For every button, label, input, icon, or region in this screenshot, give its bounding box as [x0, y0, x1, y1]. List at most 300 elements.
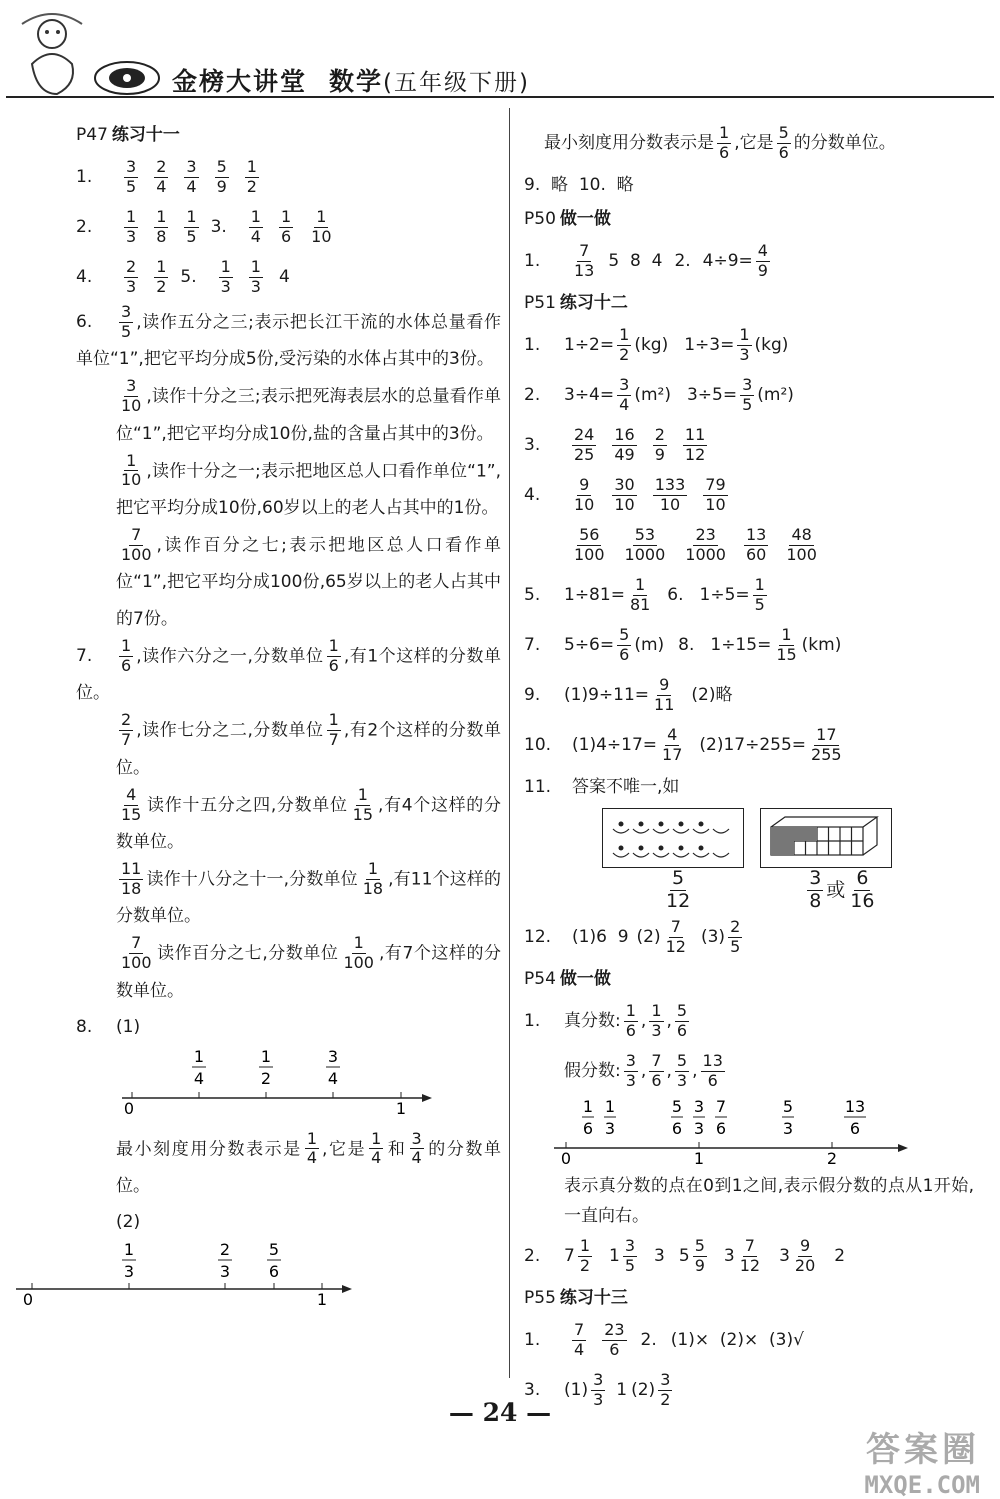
fraction [753, 574, 767, 614]
numerator: 4 [757, 240, 768, 260]
numerator: 1 [781, 624, 792, 644]
fraction [119, 712, 133, 749]
denominator: 9 [757, 260, 768, 280]
numerator: 23 [695, 524, 716, 544]
denominator: 100 [121, 544, 152, 564]
numerator: 1 [367, 859, 379, 879]
page-header [0, 0, 1000, 108]
denominator: 6 [280, 226, 292, 246]
fraction [703, 474, 727, 514]
fraction-part: 7 [715, 1097, 727, 1116]
fraction [617, 374, 631, 414]
fraction [737, 324, 751, 364]
watermark-url: MXQE.COM [864, 1471, 980, 1499]
fraction [683, 424, 707, 464]
denominator: 17 [662, 744, 683, 764]
fraction [119, 450, 143, 490]
denominator: 18 [362, 878, 384, 898]
mark-den: 6 [268, 1261, 280, 1281]
mark-den: 2 [260, 1068, 272, 1088]
numerator: 7 [744, 1235, 755, 1255]
mark-den: 3 [123, 1261, 135, 1281]
fraction [756, 240, 770, 280]
fraction-part: 5 [671, 1097, 683, 1116]
denominator: 10 [614, 494, 635, 514]
tick-label-1: 1 [693, 1149, 705, 1166]
numerator: 5 [619, 624, 630, 644]
numerator: 2 [126, 256, 137, 276]
answer-row: 最小刻度用分数表示是 $\frac{1}{6}$ ,它是 $\frac{5}{6}$ 的分数单位。 [544, 122, 896, 162]
section-heading: P50 做一做 [524, 209, 611, 229]
numerator: 2 [654, 424, 665, 444]
numerator: 2 [121, 710, 132, 730]
fraction [572, 524, 607, 564]
number-line-3 [524, 1096, 974, 1166]
denominator: 3 [126, 276, 137, 296]
fraction [249, 256, 263, 296]
fraction-part [578, 1235, 592, 1275]
denominator: 5 [121, 321, 132, 341]
denominator: 10 [705, 494, 726, 514]
fraction [361, 861, 385, 898]
numerator: 1 [579, 1235, 591, 1255]
denominator: 4 [306, 1148, 317, 1168]
denominator: 12 [666, 889, 691, 912]
fraction [410, 1128, 424, 1168]
tick-label-1: 1 [316, 1289, 328, 1309]
numerator: 13 [745, 524, 767, 544]
numerator: 7 [131, 524, 142, 544]
denominator: 3 [676, 1070, 688, 1090]
denominator: 6 [707, 1070, 718, 1090]
mark-num: 5 [268, 1239, 280, 1259]
denominator: 5 [126, 176, 137, 196]
denominator: 3 [126, 226, 137, 246]
mixed-number: 1 $\frac{3}{5}$ [609, 1235, 636, 1275]
numerator: 5 [778, 122, 789, 142]
denominator: 15 [776, 644, 797, 664]
fraction [602, 1319, 626, 1359]
numerator: 4 [667, 724, 678, 744]
answer-row: 7. 5÷6= $\frac{5}{6}$ (m) 8. 1÷15= $\frac{1}{15}$ (km) [524, 624, 842, 664]
numerator: 3 [411, 1128, 422, 1148]
answer-row: 1. $\frac{7}{4}$ $\frac{23}{6}$ 2. (1)× (2)× (3)√ [524, 1319, 804, 1359]
header-title [172, 62, 530, 98]
numerator: 1 [280, 206, 292, 226]
fraction [649, 1050, 663, 1090]
denominator: 4 [186, 176, 197, 196]
fraction [119, 935, 154, 972]
fraction [572, 474, 596, 514]
fraction [119, 638, 133, 675]
denominator: 2 [619, 344, 630, 364]
fraction [219, 256, 233, 296]
numerator: 1 [635, 574, 646, 594]
fraction-part [693, 1235, 707, 1275]
illustration-boxes [602, 808, 974, 868]
denominator: 4 [156, 176, 167, 196]
denominator: 6 [609, 1339, 620, 1359]
fraction [664, 916, 688, 956]
answer-row: 12. (1)6 9 (2) $\frac{7}{12}$ (3) $\frac{2}{5}$ [524, 916, 741, 956]
numerator: 3 [809, 866, 822, 889]
numerator: 2 [730, 916, 741, 936]
denominator: 10 [574, 494, 595, 514]
fraction [728, 916, 742, 956]
numerator: 3 [742, 374, 753, 394]
numerator: 13 [702, 1050, 723, 1070]
fraction-part: 6 [715, 1119, 727, 1138]
denominator: 13 [574, 260, 595, 280]
denominator: 4 [371, 1148, 382, 1168]
denominator: 12 [684, 444, 706, 464]
numerator: 1 [121, 636, 132, 656]
mixed-number: 7 $\frac{1}{2}$ [564, 1235, 591, 1275]
numerator: 23 [604, 1319, 625, 1339]
numerator: 1 [306, 1128, 317, 1148]
numerator: 5 [216, 156, 227, 176]
numerator: 3 [619, 374, 630, 394]
fraction [807, 866, 823, 912]
denominator: 255 [811, 744, 842, 764]
denominator: 12 [665, 936, 686, 956]
fraction [572, 424, 596, 464]
denominator: 9 [654, 444, 665, 464]
fraction-part: 6 [671, 1119, 683, 1138]
denominator: 6 [625, 1020, 636, 1040]
fraction [675, 1050, 689, 1090]
denominator: 8 [156, 226, 167, 246]
tick-label-2: 2 [826, 1149, 838, 1166]
denominator: 6 [651, 1070, 662, 1090]
mixed-number: 3 $\frac{9}{20}$ [779, 1235, 816, 1275]
fraction [327, 638, 341, 675]
mark-num: 1 [123, 1239, 135, 1259]
fraction [653, 474, 688, 514]
fraction [744, 524, 768, 564]
fraction [309, 206, 333, 246]
numerator: 17 [816, 724, 837, 744]
numerator: 3 [660, 1369, 671, 1389]
numerator: 1 [316, 206, 327, 226]
denominator: 10 [121, 396, 142, 416]
numerator: 7 [574, 1319, 585, 1339]
denominator: 12 [739, 1255, 761, 1275]
denominator: 1000 [624, 544, 666, 564]
fraction [777, 122, 791, 162]
answer-paragraph: $\frac{4}{15}$ 读作十五分之四,分数单位 $\frac{1}{15}$ ,有4个这样的分数单位。 [116, 784, 501, 853]
fraction [848, 866, 876, 912]
fraction-part [793, 1235, 817, 1275]
numerator: 133 [654, 474, 686, 494]
mark-den: 4 [193, 1068, 205, 1088]
answer-paragraph: $\frac{7}{100}$ ,读作百分之七;表示把地区总人口看作单位“1”,把它平均分成100份,65岁以上的老人占其中的7份。 [116, 524, 501, 630]
denominator: 2 [156, 276, 167, 296]
numerator: 56 [579, 524, 600, 544]
denominator: 15 [121, 804, 142, 824]
numerator: 9 [799, 1235, 811, 1255]
fraction-part: 1 [582, 1097, 594, 1116]
numerator: 3 [186, 156, 197, 176]
denominator: 100 [786, 544, 817, 564]
numerator: 3 [121, 302, 132, 321]
denominator: 5 [624, 1255, 636, 1275]
mixed-number: 3 [654, 1246, 665, 1266]
fraction [124, 156, 138, 196]
column-divider [509, 108, 510, 1378]
answer-row: 3. (1) $\frac{3}{3}$ 1 (2) $\frac{3}{2}$ [524, 1369, 671, 1409]
numerator: 11 [684, 424, 706, 444]
fraction [245, 156, 259, 196]
answer-row: (2) [116, 1211, 141, 1232]
answer-row: 11. 答案不唯一,如 [524, 777, 680, 797]
numerator: 1 [156, 256, 167, 276]
fraction [774, 624, 798, 664]
answer-row: 1. $\frac{7}{13}$ 5 8 4 2. 4÷9= $\frac{4}{9}$ [524, 240, 768, 280]
figure-captions: $\frac{5}{12}$ $\frac{3}{8}$ 或 $\frac{6}{16}$ [666, 866, 875, 912]
denominator: 8 [809, 889, 822, 912]
fraction [683, 524, 728, 564]
numerator: 1 [246, 156, 257, 176]
fraction [664, 866, 692, 912]
watermark [864, 1422, 980, 1499]
fraction-part: 1 [604, 1097, 616, 1116]
numerator: 5 [694, 1235, 705, 1255]
answer-row: 4. $\frac{2}{3}$ $\frac{1}{2}$ 5. $\frac{1}{3}$ $\frac{1}{3}$ 4 [76, 256, 290, 296]
tick-label-0: 0 [560, 1149, 572, 1166]
answer-paragraph: 6. $\frac{3}{5}$ ,读作五分之三;表示把长江干流的水体总量看作单位“1”,把它平均分成5份,受污染的水体占其中的3份。 [76, 302, 501, 370]
mark-num: 1 [260, 1046, 272, 1066]
denominator: 10 [311, 226, 332, 246]
fraction [124, 206, 138, 246]
numerator: 5 [676, 1000, 688, 1020]
answer-row: 假分数: $\frac{3}{3}$ , $\frac{7}{6}$ , $\frac{5}{3}$ , $\frac{13}{6}$ [564, 1050, 723, 1090]
numerator: 1 [353, 933, 364, 953]
numerator: 1 [619, 324, 630, 344]
fraction-part: 3 [604, 1119, 616, 1138]
numerator: 1 [371, 1128, 382, 1148]
watermark-logo: 答案圈 [866, 1430, 980, 1470]
series-title: 金榜大讲堂 [172, 67, 308, 96]
denominator: 3 [220, 276, 231, 296]
answer-row: 9. (1)9÷11= $\frac{9}{11}$ (2)略 [524, 674, 733, 714]
mark-num: 3 [327, 1046, 339, 1066]
denominator: 20 [794, 1255, 816, 1275]
denominator: 3 [593, 1389, 604, 1409]
denominator: 100 [343, 953, 374, 973]
numerator: 1 [220, 256, 231, 276]
denominator: 81 [629, 594, 651, 614]
denominator: 1000 [685, 544, 726, 564]
fraction [119, 304, 133, 341]
fraction [660, 724, 684, 764]
numerator: 9 [579, 474, 590, 494]
fraction [652, 674, 676, 714]
numerator: 48 [791, 524, 812, 544]
numerator: 5 [672, 866, 685, 889]
fraction [809, 724, 844, 764]
denominator: 15 [352, 804, 373, 824]
numerator: 1 [328, 636, 339, 656]
answer-row: 10. (1)4÷17= $\frac{4}{17}$ (2)17÷255= $\frac{17}{255}$ [524, 724, 842, 764]
answer-row: 2. 7 $\frac{1}{2}$ 1 $\frac{3}{5}$ 3 5 $\frac{5}{9}$ 3 $\frac{7}{12}$ 3 $\frac{9}{20}$ 2 [524, 1235, 846, 1275]
mark-den: 3 [219, 1261, 231, 1281]
fraction [124, 256, 138, 296]
answer-paragraph: $\frac{2}{7}$ ,读作七分之二,分数单位 $\frac{1}{7}$ ,有2个这样的分数单位。 [116, 710, 501, 778]
denominator: 6 [719, 142, 730, 162]
denominator: 4 [250, 226, 261, 246]
answer-row: 1. 1÷2= $\frac{1}{2}$ (kg) 1÷3= $\frac{1}{3}$ (kg) [524, 324, 789, 364]
fraction-part [738, 1235, 762, 1275]
fraction [572, 1319, 586, 1359]
denominator: 5 [754, 594, 765, 614]
fraction-part: 13 [844, 1097, 866, 1116]
right-column [524, 118, 974, 1415]
fraction [119, 378, 143, 415]
mixed-number: 3 $\frac{7}{12}$ [723, 1235, 761, 1275]
answer-paragraph: $\frac{11}{18}$ 读作十八分之十一,分数单位 $\frac{1}{18}$ ,有11个这样的分数单位。 [116, 859, 501, 927]
denominator: 11 [654, 694, 675, 714]
numerator: 79 [705, 474, 726, 494]
fraction [249, 206, 263, 246]
denominator: 2 [579, 1255, 591, 1275]
numerator: 1 [651, 1000, 662, 1020]
fraction [327, 712, 341, 749]
fraction [215, 156, 229, 196]
mascot-logo-icon [12, 4, 102, 104]
denominator: 2 [660, 1389, 671, 1409]
fraction-part: 3 [693, 1097, 705, 1116]
fraction [617, 324, 631, 364]
fraction [617, 624, 631, 664]
fraction [184, 156, 198, 196]
answer-paragraph: 7. $\frac{1}{6}$ ,读作六分之一,分数单位 $\frac{1}{6}$ ,有1个这样的分数单位。 [76, 636, 501, 704]
number-line-1 [76, 1044, 501, 1116]
denominator: 60 [745, 544, 767, 564]
numerator: 3 [624, 1235, 636, 1255]
section-heading: P51 练习十二 [524, 293, 628, 313]
fraction [154, 156, 168, 196]
denominator: 10 [659, 494, 681, 514]
numerator: 3 [126, 156, 137, 176]
answer-paragraph: 表示真分数的点在0到1之间,表示假分数的点从1开始,一直向右。 [564, 1176, 974, 1226]
numerator: 53 [634, 524, 656, 544]
number-line-2 [8, 1239, 433, 1309]
fraction [154, 206, 168, 246]
denominator: 6 [328, 655, 339, 675]
numerator: 3 [593, 1369, 604, 1389]
denominator: 49 [614, 444, 635, 464]
numerator: 30 [614, 474, 635, 494]
numerator: 1 [250, 206, 261, 226]
mark-num: 2 [219, 1239, 231, 1259]
answer-row: 2. $\frac{1}{3}$ $\frac{1}{8}$ $\frac{1}{5}$ 3. $\frac{1}{4}$ $\frac{1}{6}$ $\frac{1}{10}$ [76, 206, 332, 246]
denominator: 6 [778, 142, 789, 162]
fraction [119, 784, 143, 824]
fraction [305, 1128, 319, 1168]
numerator: 16 [614, 424, 635, 444]
fraction [623, 524, 668, 564]
numerator: 1 [156, 206, 167, 226]
numerator: 7 [131, 933, 142, 953]
page-number: — 24 — [448, 1398, 552, 1427]
answer-row: 4. $\frac{9}{10}$ $\frac{30}{10}$ $\frac{133}{10}$ $\frac{79}{10}$ [524, 474, 726, 514]
tick-label-0: 0 [22, 1289, 34, 1309]
numerator: 1 [186, 206, 197, 226]
section-heading: P55 练习十三 [524, 1288, 628, 1308]
answer-row: 1. $\frac{3}{5}$ $\frac{2}{4}$ $\frac{3}{4}$ $\frac{5}{9}$ $\frac{1}{2}$ [76, 156, 257, 196]
fraction-part: 6 [582, 1119, 594, 1138]
answer-paragraph: $\frac{1}{10}$ ,读作十分之一;表示把地区总人口看作单位“1”,把它平均分成10份,60岁以上的老人占其中的1份。 [116, 450, 501, 518]
fraction [369, 1128, 383, 1168]
fraction [784, 524, 819, 564]
answer-row: 5. 1÷81= $\frac{1}{81}$ 6. 1÷5= $\frac{1}{5}$ [524, 574, 765, 614]
fraction [628, 574, 652, 614]
denominator: 3 [625, 1070, 636, 1090]
numerator: 1 [754, 574, 765, 594]
fraction [675, 1000, 689, 1040]
denominator: 10 [121, 470, 142, 490]
section-heading: P54 做一做 [524, 969, 611, 989]
fraction-part: 6 [849, 1119, 861, 1138]
denominator: 4 [574, 1339, 585, 1359]
denominator: 6 [676, 1020, 688, 1040]
mark-num: 1 [193, 1046, 205, 1066]
denominator: 3 [250, 276, 261, 296]
left-column [22, 118, 502, 1314]
fraction [279, 206, 293, 246]
numerator: 1 [357, 784, 368, 804]
fraction [612, 424, 636, 464]
answer-row: 1. 真分数: $\frac{1}{6}$ , $\frac{1}{3}$ , $\frac{5}{6}$ [524, 1000, 688, 1040]
fraction [612, 474, 636, 514]
numerator: 1 [126, 450, 137, 470]
fraction [701, 1050, 725, 1090]
fraction [154, 256, 168, 296]
denominator: 3 [739, 344, 750, 364]
denominator: 16 [850, 889, 875, 912]
numerator: 1 [250, 256, 261, 276]
fraction [351, 784, 375, 824]
answer-row: 2. 3÷4= $\frac{3}{4}$ (m²) 3÷5= $\frac{3}{5}$ (m²) [524, 374, 794, 414]
fraction-part: 5 [782, 1097, 794, 1116]
fraction [572, 240, 596, 280]
numerator: 2 [156, 156, 167, 176]
answer-row: 8. (1) [76, 1016, 141, 1037]
numerator: 7 [579, 240, 590, 260]
fraction [740, 374, 754, 414]
fraction [649, 1000, 663, 1040]
fraction [119, 524, 154, 564]
fraction [624, 1050, 638, 1090]
numerator: 5 [676, 1050, 688, 1070]
tick-label-0: 0 [123, 1098, 135, 1116]
denominator: 5 [742, 394, 753, 414]
fraction-part [623, 1235, 637, 1275]
fraction [717, 122, 731, 162]
denominator: 6 [121, 655, 132, 675]
numerator: 1 [328, 710, 339, 730]
numerator: 6 [856, 866, 869, 889]
numerator: 3 [126, 376, 137, 396]
numerator: 11 [121, 859, 142, 879]
numerator: 7 [670, 916, 681, 936]
header-rule [6, 96, 994, 98]
numerator: 7 [651, 1050, 662, 1070]
numerator: 9 [659, 674, 670, 694]
brand-eye-icon [92, 58, 162, 98]
denominator: 7 [121, 730, 132, 750]
